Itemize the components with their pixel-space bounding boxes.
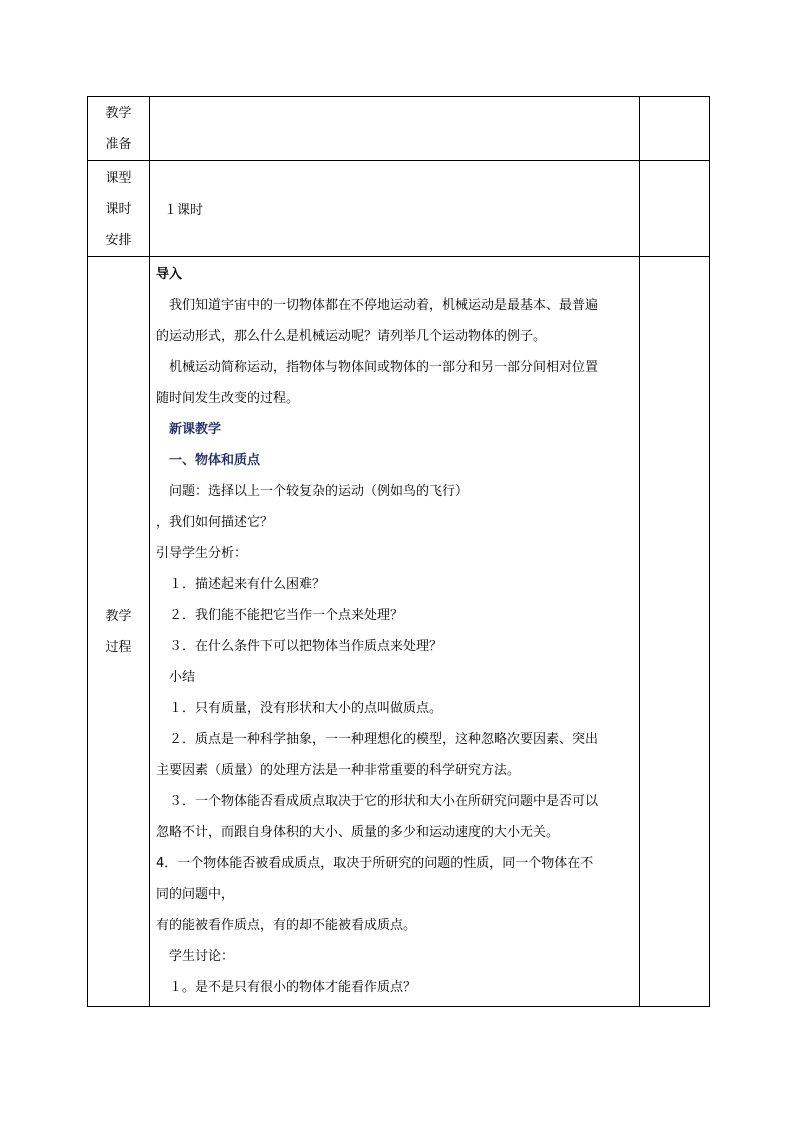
intro-paragraph-line: 随时间发生改变的过程。 xyxy=(156,391,300,406)
label-line: 过程 xyxy=(105,639,132,655)
cell-teaching-process-notes xyxy=(640,257,710,1007)
list-item: １。是不是只有很小的物体才能看作质点？ xyxy=(169,980,417,995)
cell-teaching-process-content xyxy=(150,257,640,1007)
table-row-lesson-hours xyxy=(88,161,710,257)
list-item-continuation: 主要因素（质量）的处理方法是一种非常重要的科学研究方法。 xyxy=(156,763,521,778)
intro-paragraph-line: 我们知道宇宙中的一切物体都在不停地运动着，机械运动是最基本、最普遍 xyxy=(169,298,599,313)
list-item: 4．一个物体能否被看成质点，取决于所研究的问题的性质，同一个物体在不 xyxy=(156,856,594,871)
question-line: 问题：选择以上一个较复杂的运动（例如鸟的飞行） xyxy=(169,484,469,499)
new-lesson-heading: 新课教学 xyxy=(169,422,222,437)
section-heading: 一、物体和质点 xyxy=(169,453,261,468)
intro-paragraph-line: 机械运动简称运动，指物体与物体间或物体的一部分和另一部分间相对位置 xyxy=(169,360,599,375)
lesson-plan-table xyxy=(87,96,710,1007)
cell-teaching-prep-notes xyxy=(640,97,710,161)
list-item: １．描述起来有什么困难？ xyxy=(169,577,326,592)
table-row-teaching-prep xyxy=(88,97,710,161)
list-item-continuation: 有的能被看作质点，有的却不能被看成质点。 xyxy=(156,918,417,933)
row-label-lesson-hours xyxy=(88,161,150,257)
label-line: 课型 xyxy=(105,171,132,186)
guide-line: 引导学生分析： xyxy=(156,546,248,561)
list-item: ３．在什么条件下可以把物体当作质点来处理？ xyxy=(169,639,443,654)
question-line: ，我们如何描述它？ xyxy=(156,515,274,530)
label-line: 教学 xyxy=(105,608,132,624)
list-item: １．只有质量，没有形状和大小的点叫做质点。 xyxy=(169,701,443,716)
summary-heading: 小结 xyxy=(169,670,196,685)
row-label-teaching-process xyxy=(88,257,150,1007)
list-item: ２．我们能不能把它当作一个点来处理？ xyxy=(169,608,404,623)
list-item: ２．质点是一种科学抽象，一一种理想化的模型，这种忽略次要因素、突出 xyxy=(169,732,599,747)
table-row-teaching-process xyxy=(88,257,710,1007)
label-line: 教学 xyxy=(105,106,132,121)
label-line: 准备 xyxy=(105,137,132,152)
row-label-teaching-prep xyxy=(88,97,150,161)
cell-lesson-hours-content xyxy=(150,161,640,257)
list-item-continuation: 同的问题中， xyxy=(156,887,235,902)
discussion-heading: 学生讨论： xyxy=(169,949,235,964)
cell-lesson-hours-notes xyxy=(640,161,710,257)
cell-teaching-prep-content xyxy=(150,97,640,161)
intro-paragraph-line: 的运动形式，那么什么是机械运动呢？请列举几个运动物体的例子。 xyxy=(156,329,547,344)
list-item-continuation: 忽略不计，而跟自身体积的大小、质量的多少和运动速度的大小无关。 xyxy=(156,825,560,840)
lesson-hours-text: １课时 xyxy=(164,203,204,218)
list-item: ３．一个物体能否看成质点取决于它的形状和大小在所研究问题中是否可以 xyxy=(169,794,599,809)
label-line: 安排 xyxy=(105,233,132,248)
label-line: 课时 xyxy=(105,202,132,217)
intro-heading: 导入 xyxy=(156,267,183,282)
